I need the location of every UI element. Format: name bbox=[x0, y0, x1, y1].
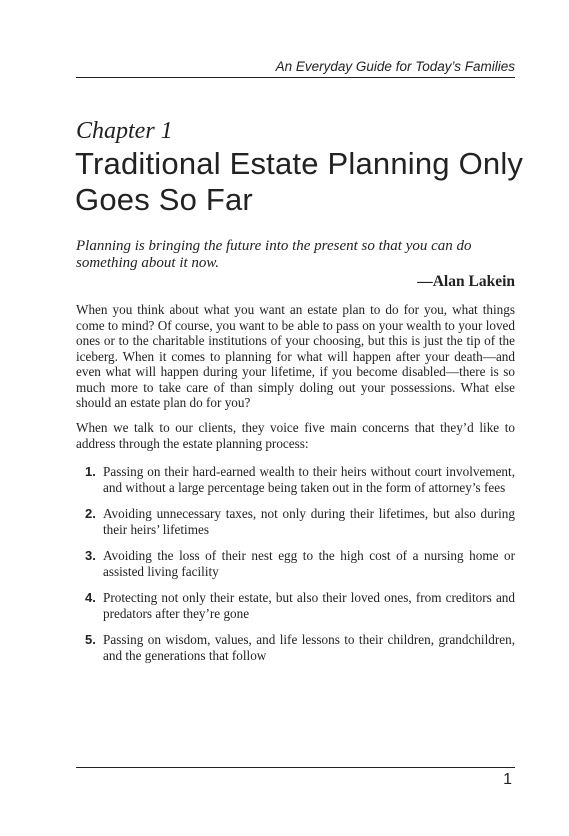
list-item bbox=[76, 506, 515, 537]
list-item-number: 3. bbox=[85, 548, 96, 563]
header-rule bbox=[76, 77, 515, 78]
body-paragraph: When you think about what you want an estate plan to do for you, what things come to mind? Of course, you want to be able to pass on your wealth to your loved ones or to the charitable institutions of your choosing, but this is just the tip of the iceberg. When it comes to planning for what will happen after your death—and even what will happen during your lifetime, if you become disabled—there is so much more to take care of than simply doling out your possessions. What else should an estate plan do for you? bbox=[76, 302, 515, 410]
body-paragraph: When we talk to our clients, they voice five main concerns that they’d like to address through the estate planning process: bbox=[76, 420, 515, 451]
list-item bbox=[76, 464, 515, 495]
list-item-number: 5. bbox=[85, 632, 96, 647]
list-item-number: 2. bbox=[85, 506, 96, 521]
concerns-list bbox=[76, 464, 515, 674]
chapter-label: Chapter 1 bbox=[76, 118, 173, 144]
chapter-title: Traditional Estate Planning Only Goes So Far bbox=[75, 146, 524, 217]
page-number: 1 bbox=[503, 771, 512, 788]
list-item bbox=[76, 590, 515, 621]
list-item-text: Passing on their hard-earned wealth to their heirs without court involvement, and without a large percentage being taken out in the form of attorney’s fees bbox=[103, 464, 515, 495]
list-item bbox=[76, 548, 515, 579]
footer-rule bbox=[76, 767, 515, 768]
list-item-number: 1. bbox=[85, 464, 96, 479]
list-item-text: Avoiding the loss of their nest egg to the high cost of a nursing home or assisted living facility bbox=[103, 548, 515, 579]
list-item bbox=[76, 632, 515, 663]
epigraph-attribution: —Alan Lakein bbox=[417, 273, 515, 290]
list-item-text: Protecting not only their estate, but also their loved ones, from creditors and predators after they’re gone bbox=[103, 590, 515, 621]
list-item-number: 4. bbox=[85, 590, 96, 605]
running-head: An Everyday Guide for Today’s Families bbox=[275, 59, 515, 74]
list-item-text: Avoiding unnecessary taxes, not only during their lifetimes, but also during their heirs’ lifetimes bbox=[103, 506, 515, 537]
epigraph-quote: Planning is bringing the future into the present so that you can do something about it now. bbox=[76, 238, 472, 271]
list-item-text: Passing on wisdom, values, and life lessons to their children, grandchildren, and the generations that follow bbox=[103, 632, 515, 663]
